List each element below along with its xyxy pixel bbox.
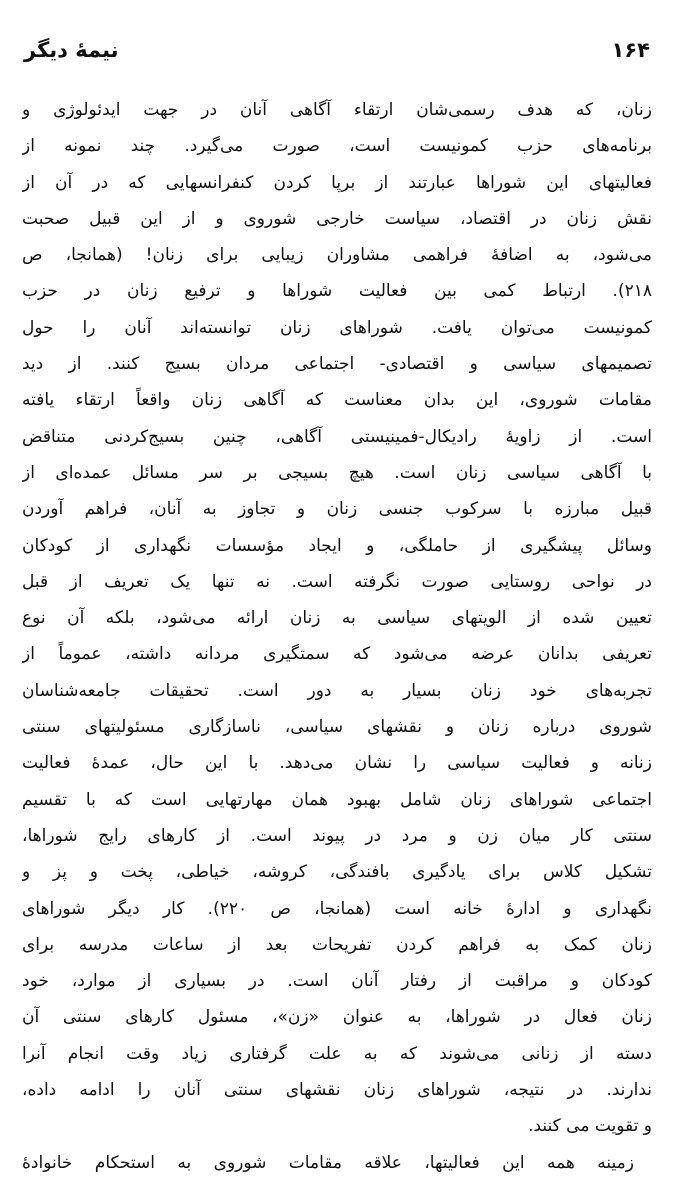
text-line: شوروی درباره زنان و نقشهای سیاسی، ناسازگاری مسئولیتهای سنتی: [22, 717, 652, 738]
text-line: سنتی کار میان زن و مرد در پیوند است. از کارهای رایج شوراها،: [22, 825, 652, 846]
text-line: زنان، که هدف رسمی‌شان ارتقاء آگاهی آنان در جهت ایدئولوژی و: [22, 100, 652, 120]
text-line: تصمیمهای سیاسی و اقتصادی- اجتماعی مردان بسیج کنند. از دید: [22, 354, 652, 375]
text-line: کمونیست می‌توان یافت. شوراهای زنان توانسته‌اند آنان را حول: [22, 317, 652, 338]
book-title: نیمهٔ دیگر: [24, 38, 119, 62]
text-line: می‌شود، به اضافهٔ فراهمی مشاوران زیبایی برای زنان! (همانجا، ص: [22, 245, 652, 266]
text-line: کودکان و مراقبت از رفتار آنان است. در بسیاری از موارد، خود: [22, 971, 652, 992]
text-line: اجتماعی شوراهای زنان شامل بهبود همان مهارتهایی است که با تقسیم: [22, 789, 652, 810]
paragraph-start-line: زمینه همه این فعالیتها، علاقه مقامات شوروی به استحکام خانوادهٔ: [22, 1152, 634, 1173]
text-line: ندارند. در نتیجه، شوراهای زنان نقشهای سنتی آنان را ادامه داده،: [22, 1080, 652, 1101]
text-line: تعریفی بدانان عرضه می‌شود که سمتگیری مردانه داشته، عموماً از: [22, 644, 652, 665]
text-line: زنان کمک به فراهم کردن تفریحات بعد از ساعات مدرسه برای: [22, 934, 652, 955]
text-line: برنامه‌های حزب کمونیست است، صورت می‌گیرد. چند نمونه از: [22, 136, 652, 157]
running-head: [24, 32, 650, 68]
page-number: ۱۶۴: [611, 38, 650, 62]
text-line: تجربه‌های خود زنان بسیار به دور است. تحقیقات جامعه‌شناسان: [22, 680, 652, 701]
text-line: نگهداری و ادارهٔ خانه است (همانجا، ص ۲۲۰). کار دیگر شوراهای: [22, 898, 652, 919]
text-line: زنانه و فعالیت سیاسی را نشان می‌دهد. با این حال، عمدهٔ فعالیت: [22, 753, 652, 774]
text-line: تشکیل کلاس برای یادگیری بافندگی، کروشه، خیاطی، پخت و پز و: [22, 862, 652, 883]
text-line: در نواحی روستایی صورت نگرفته است. نه تنها یک تعریف از قبل: [22, 571, 652, 592]
text-line: مقامات شوروی، این بدان معناست که آگاهی زنان واقعاً ارتقاء یافته: [22, 390, 652, 411]
body-text: [22, 92, 652, 1181]
text-line: با آگاهی سیاسی زنان است. هیچ بسیجی بر سر مسائل عمده‌ای از: [22, 462, 652, 483]
text-line: نقش زنان در اقتصاد، سیاست خارجی شوروی و از این قبیل صحبت: [22, 208, 652, 229]
text-line: دسته از زنانی می‌شوند که به علت گرفتاری زیاد وقت انجام آنرا: [22, 1043, 652, 1064]
text-line: تعیین شده از الویتهای سیاسی به زنان ارائه می‌شود، بلکه آن نوع: [22, 608, 652, 629]
paragraph-end-line: و تقویت می کنند.: [528, 1116, 652, 1137]
text-line: ۲۱۸). ارتباط کمی بین فعالیت شوراها و ترفیع زنان در حزب: [22, 281, 652, 302]
text-line: زنان فعال در شوراها، به عنوان «زن»، مسئول کارهای سنتی آن: [22, 1007, 652, 1028]
text-line: فعالیتهای این شوراها عبارتند از برپا کردن کنفرانسهایی که در آن از: [22, 172, 652, 193]
text-line: قبیل مبارزه با سرکوب جنسی زنان و تجاوز به آنان، فراهم آوردن: [22, 499, 652, 520]
text-line: وسائل پیشگیری از حاملگی، و ایجاد مؤسسات نگهداری از کودکان: [22, 535, 652, 556]
text-line: است. از زاویهٔ رادیکال-فمینیستی آگاهی، چنین بسیج‌کردنی متناقض: [22, 426, 652, 447]
